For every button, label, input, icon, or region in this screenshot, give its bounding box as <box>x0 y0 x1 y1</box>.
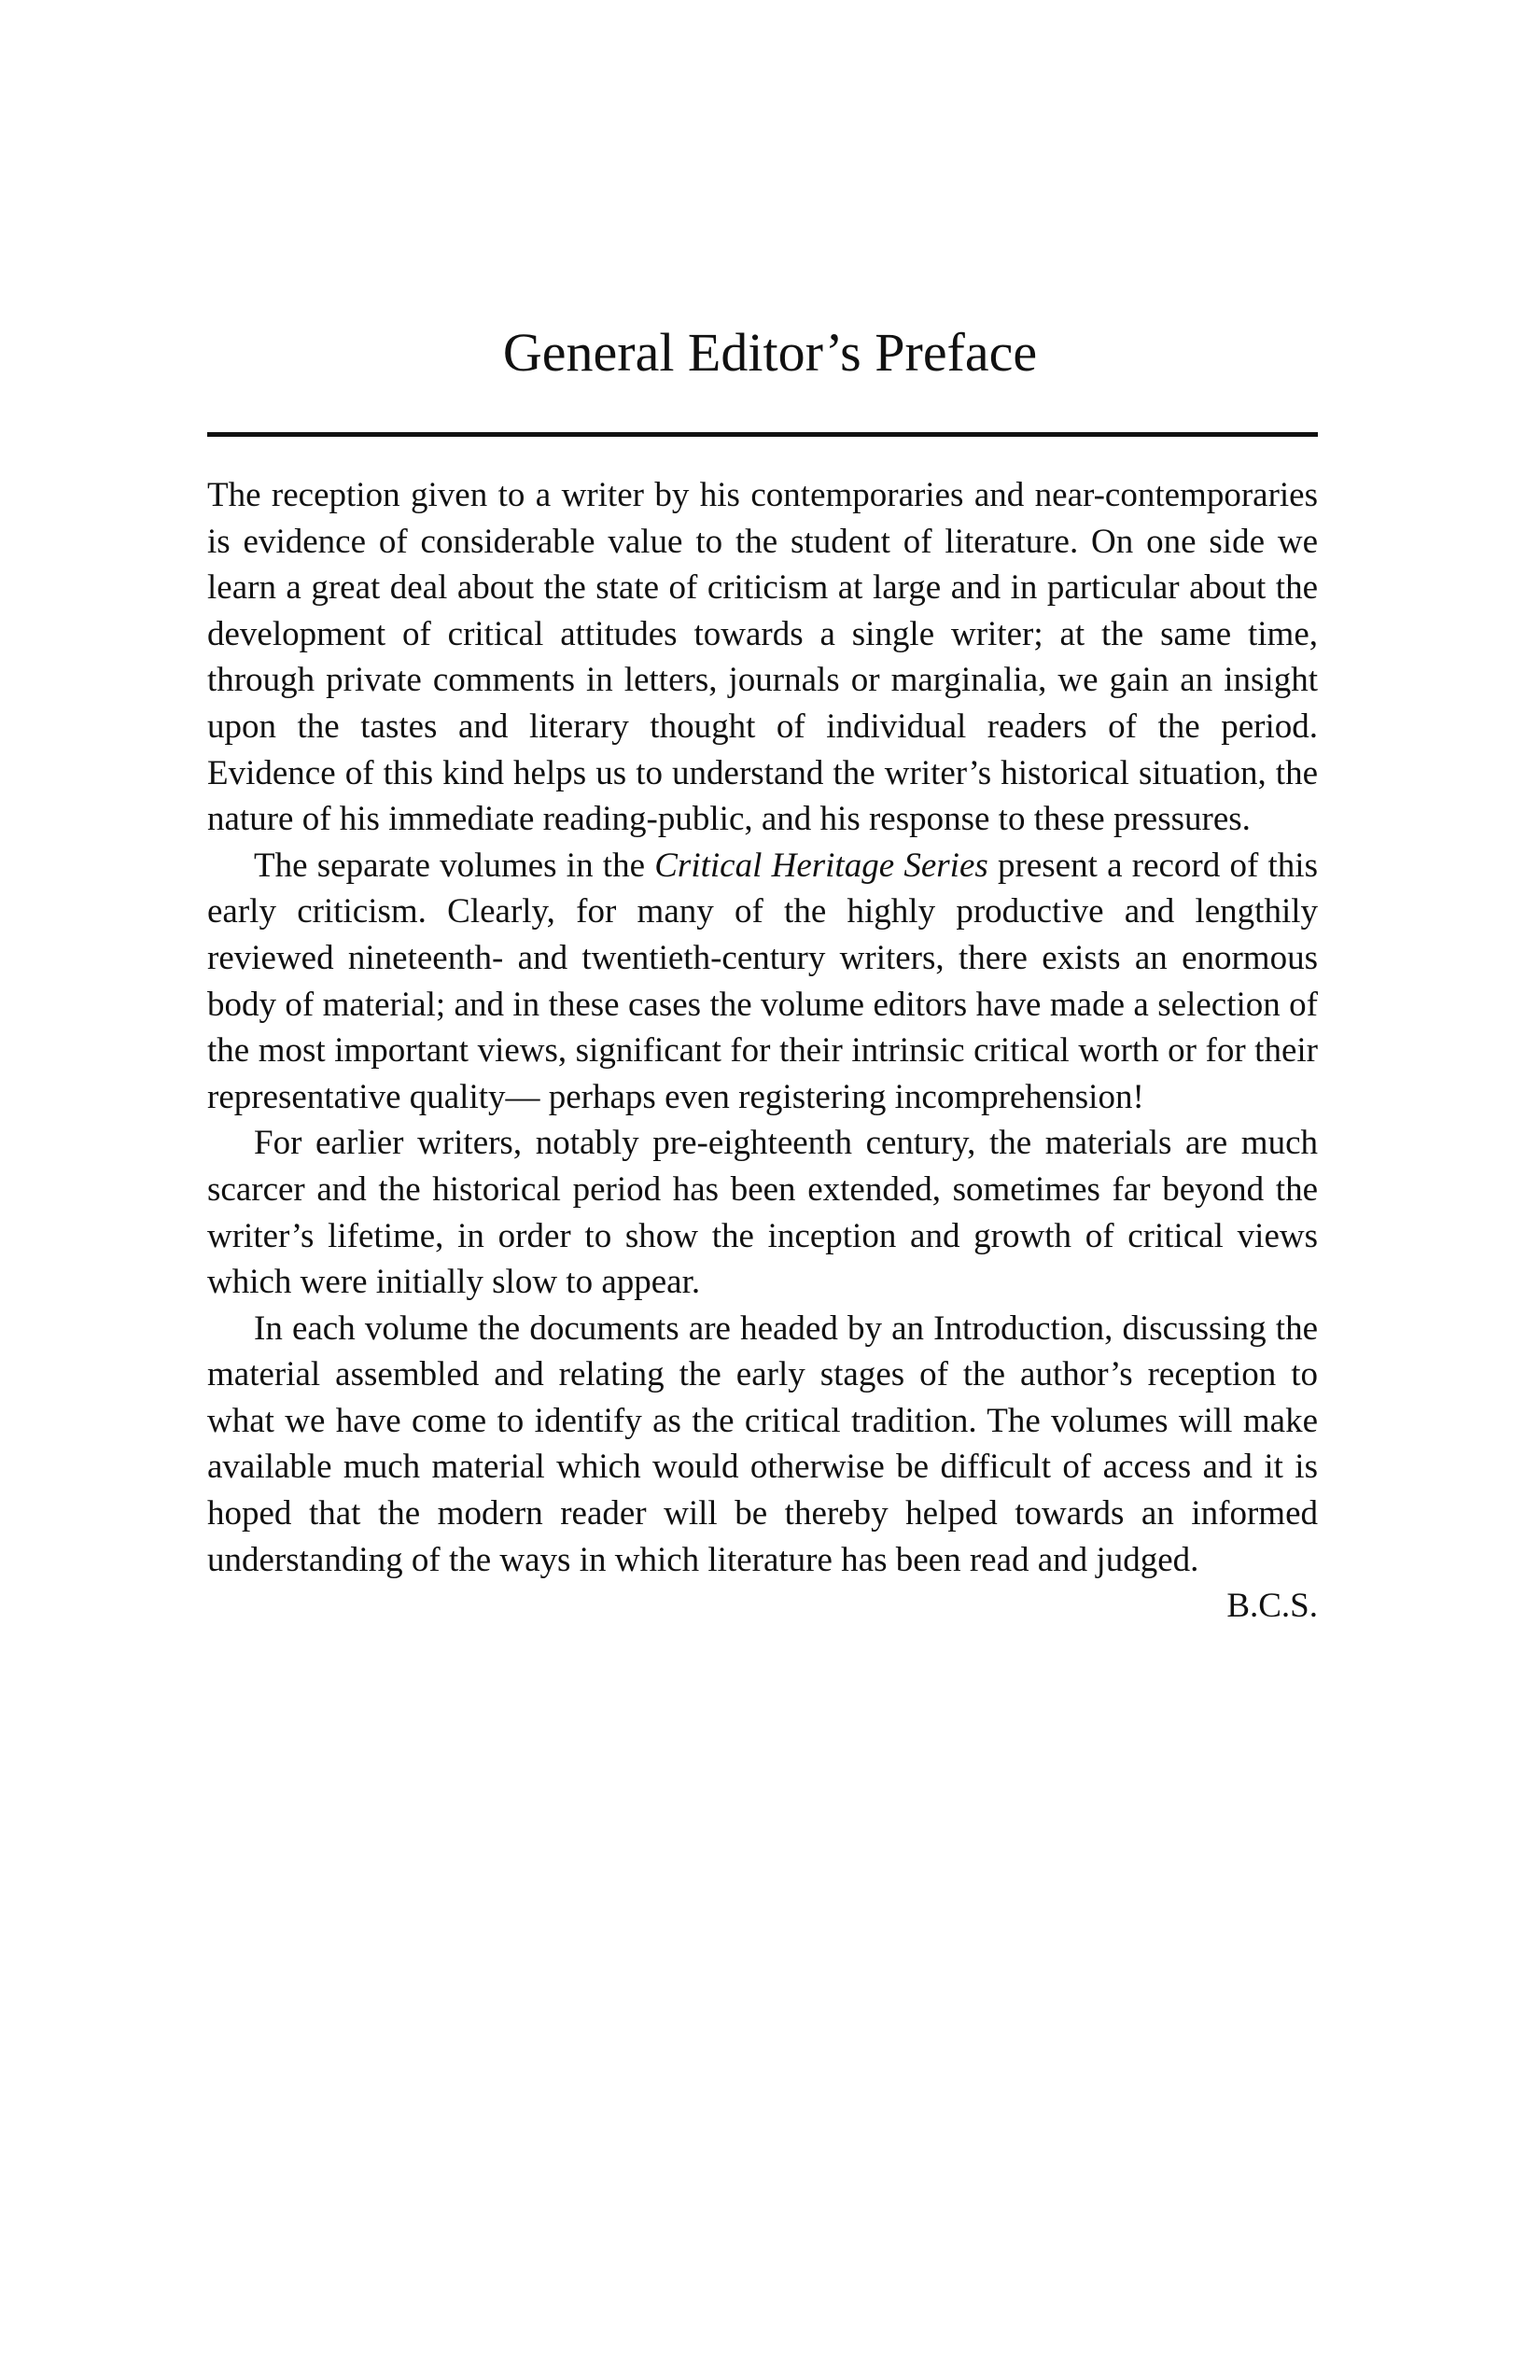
preface-body <box>207 472 1318 1630</box>
paragraph-2-intro: The separate volumes in the <box>254 846 655 885</box>
paragraph-3: For earlier writers, notably pre-eighteenth century, the materials are much scarcer and the historical period has been extended, sometimes far beyond the writer’s lifetime, in order to show the inception and growth of critical views which were initially slow to appear. <box>207 1124 1318 1302</box>
paragraph-2 <box>207 843 1318 1121</box>
signature: B.C.S. <box>1226 1587 1318 1626</box>
paragraph-2-rest: present a record of this early criticism. Clearly, for many of the highly productive and lengthily reviewed nineteenth- and twentieth-century writers, there exists an enormous body of material; and in these cases the volume editors have made a selection of the most important views, significant for their intrinsic critical worth or for their representative quality— perhaps even registering incomprehension! <box>207 846 1318 1116</box>
paragraph-4: In each volume the documents are headed by an Introduction, discussing the material assembled and relating the early stages of the author’s reception to what we have come to identify as the critical tradition. The volumes will make available much material which would otherwise be difficult of access and it is hoped that the modern reader will be thereby helped towards an informed understanding of the ways in which literature has been read and judged. <box>207 1309 1318 1579</box>
paragraph-1: The reception given to a writer by his contemporaries and near-contemporaries is evidence of considerable value to the student of literature. On one side we learn a great deal about the state of criticism at large and in particular about the development of critical attitudes towards a single writer; at the same time, through private comments in letters, journals or marginalia, we gain an insight upon the tastes and literary thought of individual readers of the period. Evidence of this kind helps us to understand the writer’s historical situation, the nature of his immediate reading-public, and his response to these pressures. <box>207 476 1318 839</box>
series-title: Critical Heritage Series <box>654 846 988 885</box>
page-title: General Editor’s Preface <box>502 322 1038 383</box>
title-rule <box>207 432 1318 437</box>
